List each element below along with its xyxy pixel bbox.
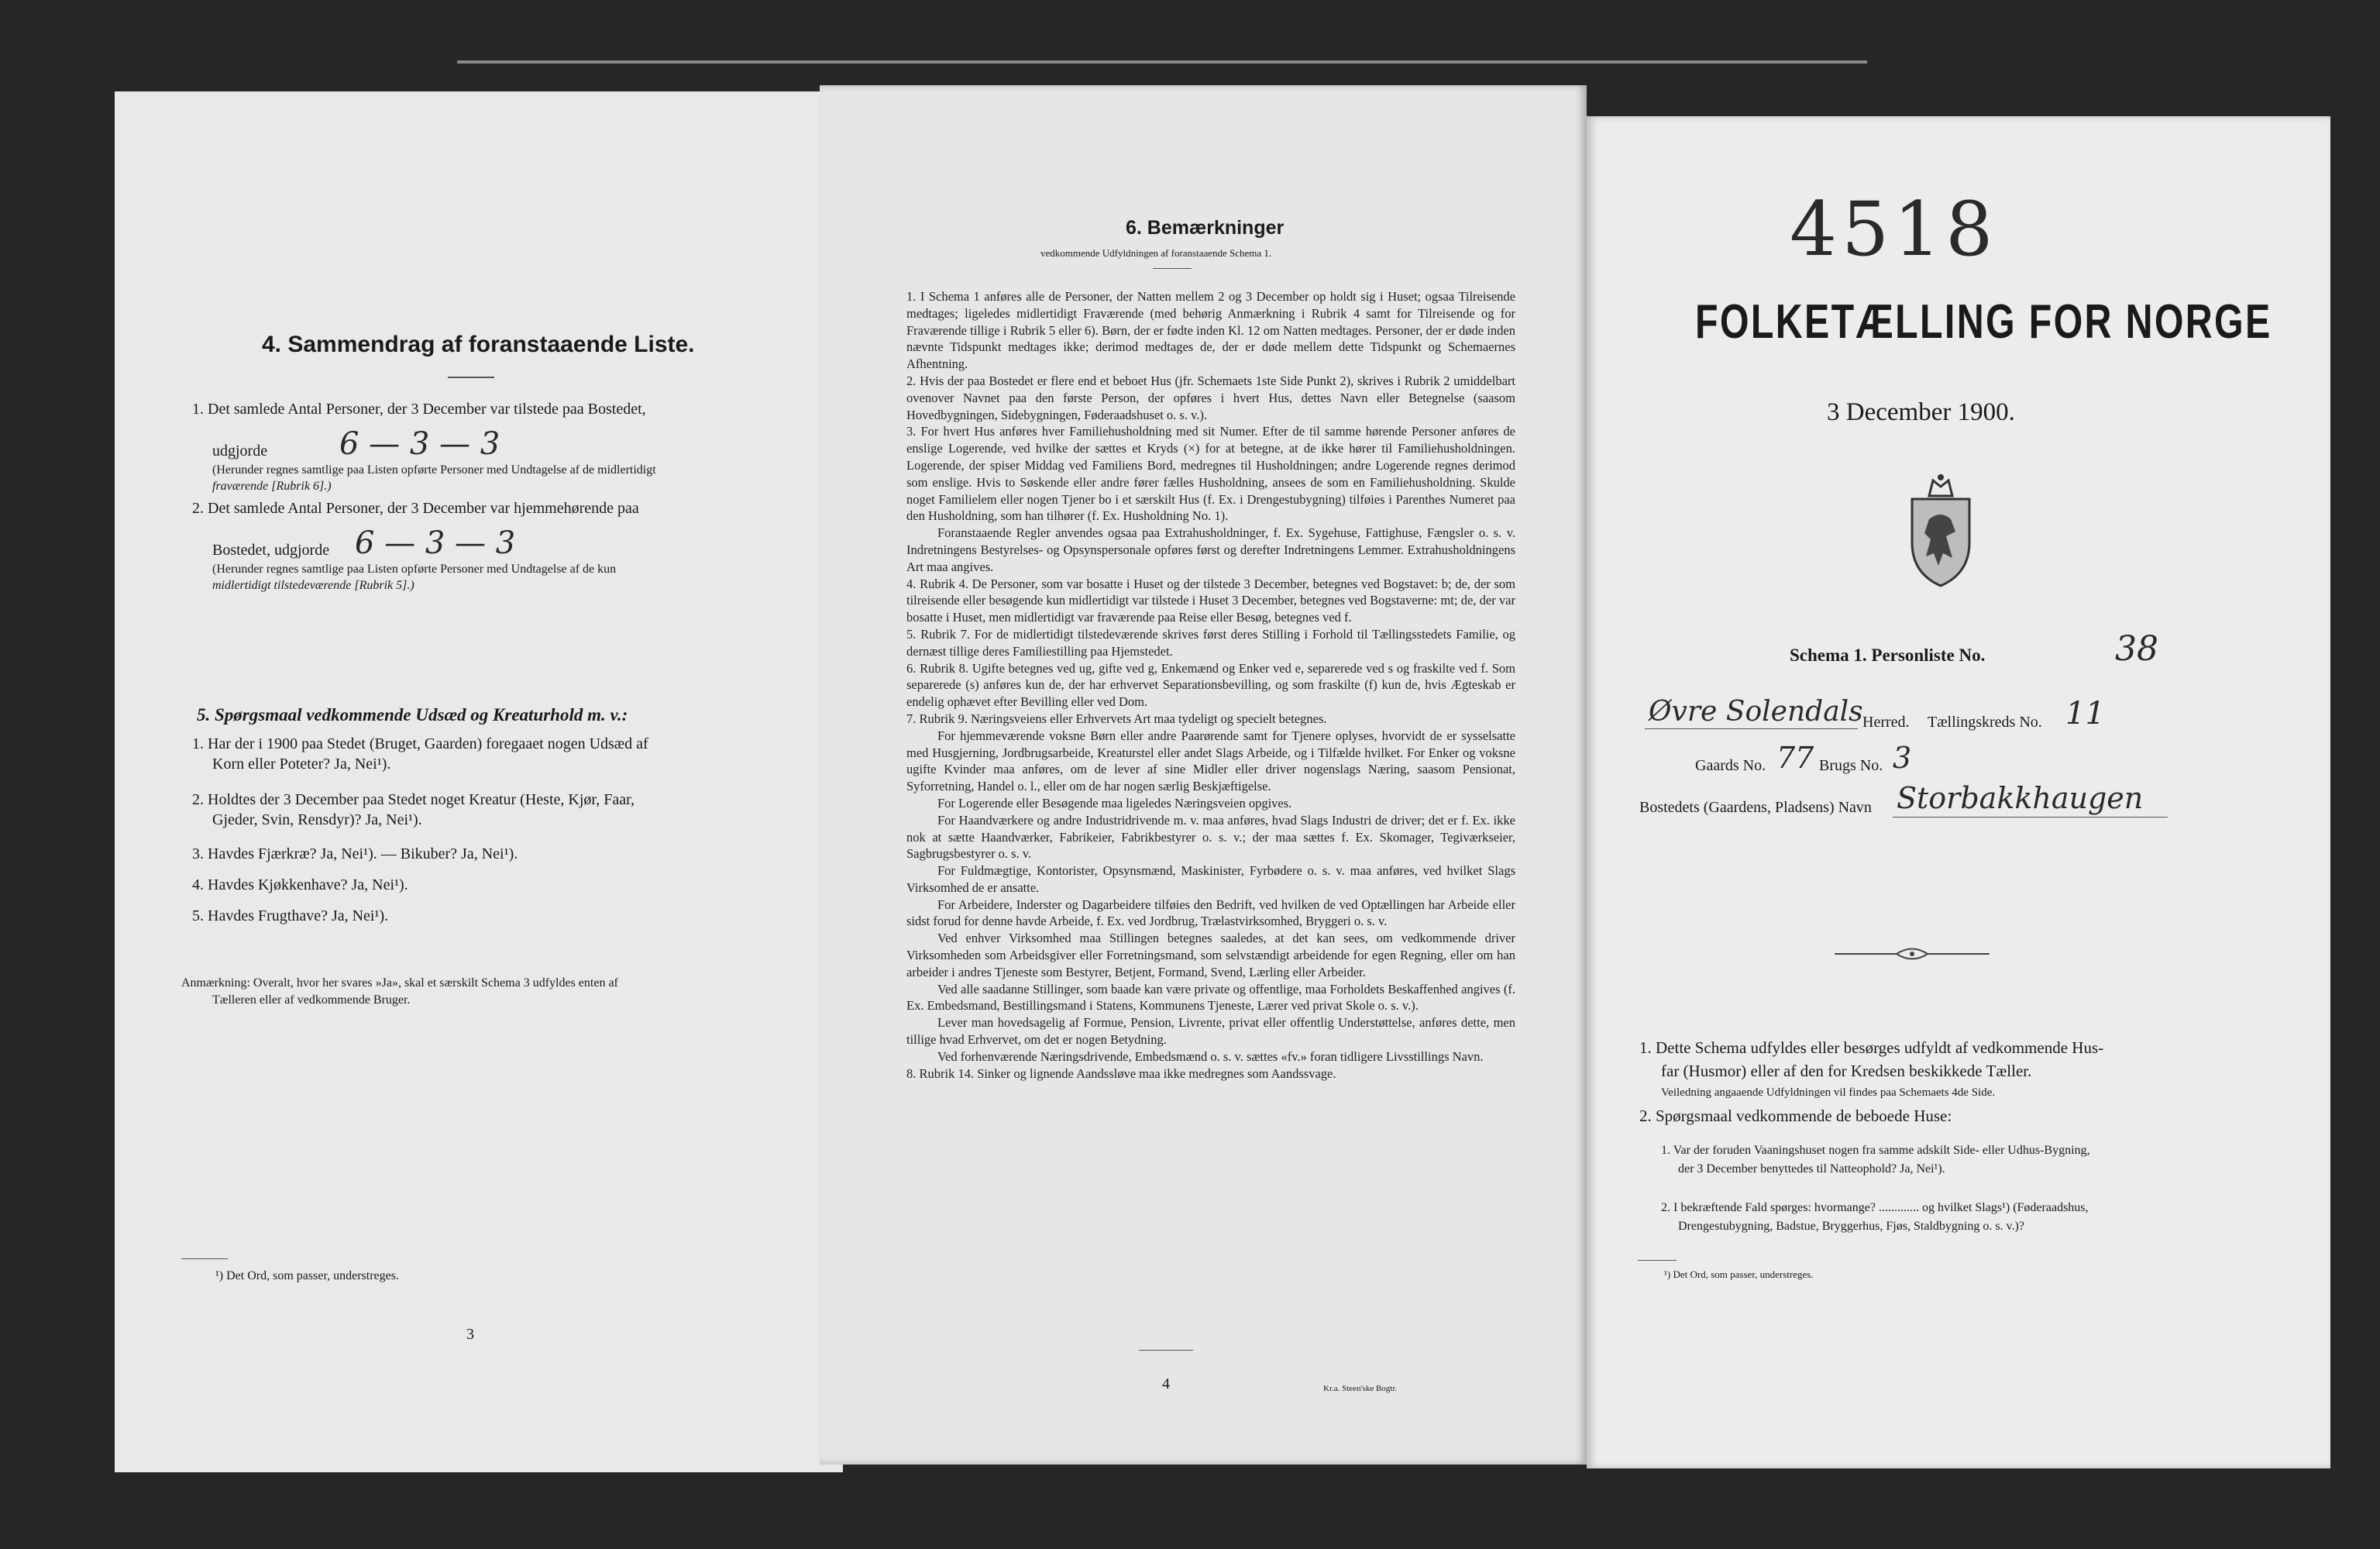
brugs-number: 3 (1893, 741, 1912, 775)
s5-q2-line1: 2. Holdtes der 3 December paa Stedet noget Kreatur (Heste, Kjør, Faar, (192, 791, 635, 808)
page-number: 3 (466, 1326, 474, 1343)
remark-paragraph: Ved forhenværende Næringsdrivende, Embedsmænd o. s. v. sættes «fv.» foran tidligere Livsstillings Navn. (937, 1048, 1484, 1064)
scanner-edge-line (457, 60, 1867, 64)
decorative-rule-icon (1835, 945, 1990, 962)
footnote-rule (181, 1258, 228, 1259)
page-number: 4 (1162, 1375, 1170, 1392)
s5-q5: 5. Havdes Frugthave? Ja, Nei¹). (192, 907, 389, 924)
item2-q1-line1: 1. Var der foruden Vaaningshuset nogen fra samme adskilt Side- eller Udhus-Bygning, (1661, 1144, 2090, 1157)
q1-note1: (Herunder regnes samtlige paa Listen opførte Personer med Undtagelse af de midlertidigt (212, 463, 656, 477)
q2-label: Bostedet, udgjorde (212, 542, 330, 559)
archive-number: 4518 (1790, 186, 1998, 273)
census-date: 3 December 1900. (1827, 398, 2015, 426)
herred-handwritten: Øvre Solendals (1649, 696, 1863, 728)
remark-paragraph: 6. Rubrik 8. Ugifte betegnes ved ug, gifte ved g, Enkemænd og Enker ved e, separerede ved s og fraskilte ved f. Som separerede (s) anføres kun de, der har erhvervet Separationsbevilling, og som fraskilte (f) kun de, hvis Ægteskab er endelig ophævet efter Bevilling eller ved Dom. (906, 660, 1515, 710)
q2-line1: 2. Det samlede Antal Personer, der 3 December var hjemmehørende paa (192, 500, 639, 517)
footnote-rule (1638, 1260, 1677, 1261)
remark-paragraph: For Arbeidere, Inderster og Dagarbeidere tilføies den Bedrift, ved hvilken de ved Optællingen har Arbeide eller sidst forud for denne havde Arbeide, f. Ex. ved Jordbrug, Trælastvirksomhed, Bryggeri o. s. v. (906, 897, 1515, 929)
remark-paragraph: For hjemmeværende voksne Børn eller andre Paarørende samt for Tjenere oplyses, hvorvidt de er sysselsatte med Husgjerning, Jordbrugsarbeide, Kreaturstel eller andet Slags Arbeide, og i Tilfælde hvilket. For Enker og voksne ugifte Kvinder maa anføres, om de lever af sine Midler eller driver nogenslags Næring, saasom Pensionat, Syforretning, Handel o. l., eller om de har nogen særlig Beskjæftigelse. (906, 728, 1515, 794)
s5-q1-line1: 1. Har der i 1900 paa Stedet (Bruget, Gaarden) foregaaet nogen Udsæd af (192, 735, 648, 752)
section5-title: 5. Spørgsmaal vedkommende Udsæd og Kreaturhold m. v.: (197, 705, 628, 725)
remark-paragraph: 7. Rubrik 9. Næringsveiens eller Erhvervets Art maa tydeligt og specielt betegnes. (906, 711, 1327, 726)
item2-q2-line2: Drengestubygning, Badstue, Bryggerhus, Fjøs, Staldbygning o. s. v.)? (1678, 1220, 2024, 1233)
s5-q1-line2: Korn eller Poteter? Ja, Nei¹). (212, 756, 391, 773)
anm-line2: Tælleren eller af vedkommende Bruger. (212, 993, 411, 1007)
remark-paragraph: For Fuldmægtige, Kontorister, Opsynsmænd, Maskinister, Fyrbødere o. s. v. maa anføres, ved hvilket Slags Virksomhed de er ansatte. (906, 863, 1515, 895)
remarks-subtitle: vedkommende Udfyldningen af foranstaaende Schema 1. (1040, 247, 1272, 259)
gaards-number: 77 (1776, 741, 1814, 775)
remarks-rule (1153, 268, 1192, 269)
schema-label: Schema 1. Personliste No. (1790, 645, 1986, 665)
bosted-label: Bostedets (Gaardens, Pladsens) Navn (1639, 799, 1872, 816)
q1-handwritten-value: 6 — 3 — 3 (339, 426, 500, 462)
remark-paragraph: 8. Rubrik 14. Sinker og lignende Aandssløve maa ikke medregnes som Aandssvage. (906, 1065, 1336, 1081)
herred-underline (1645, 728, 1858, 729)
remark-paragraph: Lever man hovedsagelig af Formue, Pension, Livrente, privat eller offentlig Understøttelse, anføres dette, men tillige hvad Erhvervet, om det er nogen Betydning. (906, 1015, 1515, 1048)
q2-note2: midlertidigt tilstedeværende [Rubrik 5].) (212, 579, 414, 592)
item2-q1-line2: der 3 December benyttedes til Natteophold? Ja, Nei¹). (1678, 1162, 1945, 1176)
middle-page (820, 85, 1587, 1465)
remark-paragraph: 3. For hvert Hus anføres hver Familiehusholdning med sit Numer. Efter de til samme hørende Personer anføres de enslige Logerende, ved hvilke der sættes et Kryds (×) for at betegne, at de ikke hører til Familiehusholdningen. Logerende, der spiser Middag ved Familiens Bord, medregnes til Husholdningen; andre Logerende regnes derimod som enslige. Hvis to Søskende eller andre fører fælles Husholdning, ansees de som en Familiehusholdning. Skulde noget Familielem eller nogen Tjener bo i et særskilt Hus (f. Ex. i Drengestubygning) tilføies i Parenthes Numeret paa den Husholdning, som han tilhører (f. Ex. Husholdning No. 1). (906, 424, 1515, 524)
anm-line1: Anmærkning: Overalt, hvor her svares »Ja», skal et særskilt Schema 3 udfyldes enten af (181, 976, 618, 990)
s5-q2-line2: Gjeder, Svin, Rensdyr)? Ja, Nei¹). (212, 811, 422, 828)
section4-title: 4. Sammendrag af foranstaaende Liste. (262, 332, 695, 357)
gaards-label: Gaards No. (1695, 757, 1766, 774)
q1-note2: fraværende [Rubrik 6].) (212, 480, 332, 493)
remark-paragraph: 4. Rubrik 4. De Personer, som var bosatte i Huset og der tilstede 3 December, betegnes ved Bogstavet: b; de, der som tilreisende eller besøgende kun midlertidigt var tilstede i Huset 3 December, betegnes ved Bogstaverne: mt; de, der var bosatte i Huset, men midlertidigt var fraværende paa Reise eller Besøg, betegnes ved f. (906, 576, 1515, 625)
remarks-body (906, 288, 1515, 1082)
norway-coat-of-arms-icon (1898, 473, 1983, 589)
personliste-number: 38 (2115, 629, 2158, 669)
bosted-underline (1893, 817, 2168, 818)
remark-paragraph: Ved enhver Virksomhed maa Stillingen betegnes saaledes, at det kan sees, om vedkommende driver Virksomheden som Arbeidsgiver eller Forretningsmand, som selvstændigt arbeidende for egen Regning, eller om han arbeider i andres Tjeneste som Bestyrer, Betjent, Formand, Svend, Lærling eller Arbeider. (906, 931, 1515, 979)
remark-paragraph: For Logerende eller Besøgende maa ligeledes Næringsveien opgives. (937, 795, 1292, 811)
remark-paragraph: Foranstaaende Regler anvendes ogsaa paa Extrahusholdninger, f. Ex. Sygehuse, Fattighuse, Fængsler o. s. v. Indretningens Bestyrelses- og Opsynspersonale opføres først og derefter Indretningens Lemmer. Extrahusholdningens Art maa angives. (906, 525, 1515, 574)
remark-paragraph: Ved alle saadanne Stillinger, som baade kan være private og offentlige, maa Forholdets Beskaffenhed angives (f. Ex. Embedsmand, Bestillingsmand i Statens, Kommunens Tjeneste, Lærer ved privat Skole o. s. v.). (906, 981, 1515, 1014)
main-title: FOLKETÆLLING FOR NORGE (1695, 295, 2272, 349)
right-page (1587, 116, 2330, 1468)
q2-note1: (Herunder regnes samtlige paa Listen opførte Personer med Undtagelse af de kun (212, 563, 617, 576)
remark-paragraph: 5. Rubrik 7. For de midlertidigt tilstedeværende skrives først deres Stilling i Forhold til Tællingsstedets Familie, og dernæst tillige deres Familiestilling paa Hjemstedet. (906, 626, 1515, 659)
kreds-label: Tællingskreds No. (1928, 714, 2042, 731)
footnote: ¹) Det Ord, som passer, understreges. (215, 1269, 399, 1282)
remark-paragraph: For Haandværkere og andre Industridrivende m. v. maa anføres, hvad Slags Industri de driver; det er f. Ex. ikke nok at sætte Haandværker, Fabrikeier, Fabrikbestyrer o. s. v.; der maa sættes f. Ex. Skomager, Tegiværkseier, Sagbrugsbestyrer o. s. v. (906, 812, 1515, 862)
kreds-number: 11 (2065, 696, 2105, 731)
bosted-handwritten: Storbakkhaugen (1897, 781, 2144, 815)
item1-note: Veiledning angaaende Udfyldningen vil findes paa Schemaets 4de Side. (1661, 1086, 1996, 1099)
q1-label: udgjorde (212, 442, 268, 460)
remark-paragraph: 1. I Schema 1 anføres alle de Personer, der Natten mellem 2 og 3 December op holdt sig i Huset; ogsaa Tilreisende medtages; ligeledes midlertidigt Fraværende (med behørig Anmærkning i Rubrik 4 samt for Tilreisende og for Fraværende tillige i Rubrik 5 eller 6). Børn, der er fødte inden Kl. 12 om Natten medtages. Personer, der er døde inden nævnte Tidspunkt medtages ikke; derimod medtages de, der er døde mellem dette Tidspunkt og Schemaernes Afhentning. (906, 289, 1515, 372)
q1-line1: 1. Det samlede Antal Personer, der 3 December var tilstede paa Bostedet, (192, 401, 646, 418)
left-page (115, 91, 843, 1472)
item1-line2: far (Husmor) eller af den for Kredsen beskikkede Tæller. (1661, 1062, 2032, 1080)
q2-handwritten-value: 6 — 3 — 3 (355, 525, 516, 561)
s5-q4: 4. Havdes Kjøkkenhave? Ja, Nei¹). (192, 876, 408, 893)
brugs-label: Brugs No. (1819, 757, 1883, 774)
end-rule (1139, 1350, 1193, 1351)
item1-line1: 1. Dette Schema udfyldes eller besørges udfyldt af vedkommende Hus- (1639, 1038, 2104, 1057)
footnote: ¹) Det Ord, som passer, understreges. (1664, 1268, 1814, 1280)
item2-title: 2. Spørgsmaal vedkommende de beboede Huse: (1639, 1107, 1952, 1125)
remarks-title: 6. Bemærkninger (1126, 217, 1285, 239)
herred-label: Herred. (1862, 714, 1910, 731)
s5-q3: 3. Havdes Fjærkræ? Ja, Nei¹). — Bikuber? Ja, Nei¹). (192, 845, 518, 862)
item2-q2-line1: 2. I bekræftende Fald spørges: hvormange? ............. og hvilket Slags¹) (Føderaadshus, (1661, 1201, 2089, 1214)
remark-paragraph: 2. Hvis der paa Bostedet er flere end et beboet Hus (jfr. Schemaets 1ste Side Punkt 2), skrives i Rubrik 2 umiddelbart ovenover Navnet paa den første Person, der opføres i hvert Hus, dettes Navn eller Betegnelse (saasom Hovedbygningen, Sidebygningen, Føderaadshuset o. s. v.). (906, 373, 1515, 422)
printer-imprint: Kr.a. Steen'ske Bogtr. (1323, 1384, 1398, 1393)
title-rule (448, 377, 494, 378)
